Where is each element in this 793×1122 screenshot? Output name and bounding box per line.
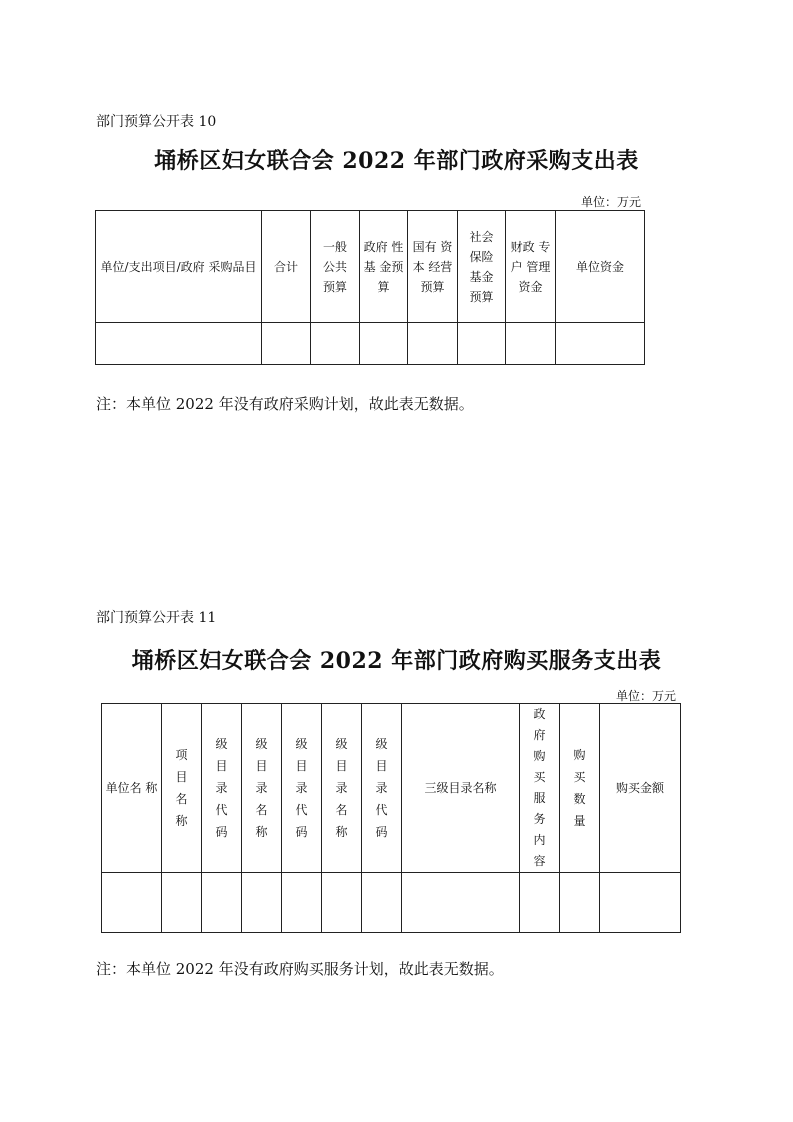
header-level2-name: 级目录名称	[322, 704, 362, 873]
table-cell	[242, 873, 282, 933]
header-unit-funds: 单位资金	[556, 211, 645, 323]
table-11-note: 注：本单位 2022 年没有政府购买服务计划，故此表无数据。	[96, 960, 504, 978]
header-project-name: 项目名称	[162, 704, 202, 873]
header-quantity: 购买数量	[560, 704, 600, 873]
procurement-header-row	[96, 211, 645, 323]
service-empty-row	[102, 873, 681, 933]
header-general-budget: 一般公共预算	[311, 211, 360, 323]
header-unit-item: 单位/支出项目/政府 采购品目	[96, 211, 262, 323]
header-level1-name: 级目录名称	[242, 704, 282, 873]
table-cell	[506, 323, 556, 365]
table-10-title: 埇桥区妇女联合会 2022 年部门政府采购支出表	[154, 148, 639, 174]
header-unit-name: 单位名 称	[102, 704, 162, 873]
procurement-table	[95, 210, 645, 365]
table-cell	[556, 323, 645, 365]
service-header-row	[102, 704, 681, 873]
header-service-content: 政府购买服务内容	[520, 704, 560, 873]
table-cell	[458, 323, 506, 365]
header-total: 合计	[262, 211, 311, 323]
table-11-label: 部门预算公开表 11	[96, 610, 217, 626]
service-purchase-table	[101, 703, 681, 933]
table-cell	[311, 323, 360, 365]
header-level3-name: 三级目录名称	[402, 704, 520, 873]
header-level2-code: 级目录代码	[282, 704, 322, 873]
table-cell	[162, 873, 202, 933]
table-cell	[262, 323, 311, 365]
table-10-note: 注：本单位 2022 年没有政府采购计划，故此表无数据。	[96, 395, 474, 413]
table-cell	[322, 873, 362, 933]
table-cell	[408, 323, 458, 365]
table-cell	[402, 873, 520, 933]
procurement-empty-row	[96, 323, 645, 365]
table-cell	[520, 873, 560, 933]
table-cell	[202, 873, 242, 933]
header-state-capital-budget: 国有 资本 经营预算	[408, 211, 458, 323]
header-level1-code: 级目录代码	[202, 704, 242, 873]
table-10-unit: 单位：万元	[580, 195, 641, 209]
table-11-unit: 单位：万元	[615, 689, 676, 703]
table-cell	[362, 873, 402, 933]
table-cell	[102, 873, 162, 933]
table-cell	[600, 873, 681, 933]
header-gov-fund-budget: 政府 性基 金预算	[360, 211, 408, 323]
table-cell	[360, 323, 408, 365]
table-cell	[282, 873, 322, 933]
table-11-title: 埇桥区妇女联合会 2022 年部门政府购买服务支出表	[131, 648, 662, 674]
header-social-insurance-budget: 社会保险基金预算	[458, 211, 506, 323]
header-level3-code: 级目录代码	[362, 704, 402, 873]
table-cell	[96, 323, 262, 365]
header-amount: 购买金额	[600, 704, 681, 873]
table-cell	[560, 873, 600, 933]
table-10-label: 部门预算公开表 10	[96, 114, 217, 130]
header-special-account-funds: 财政 专户 管理资金	[506, 211, 556, 323]
